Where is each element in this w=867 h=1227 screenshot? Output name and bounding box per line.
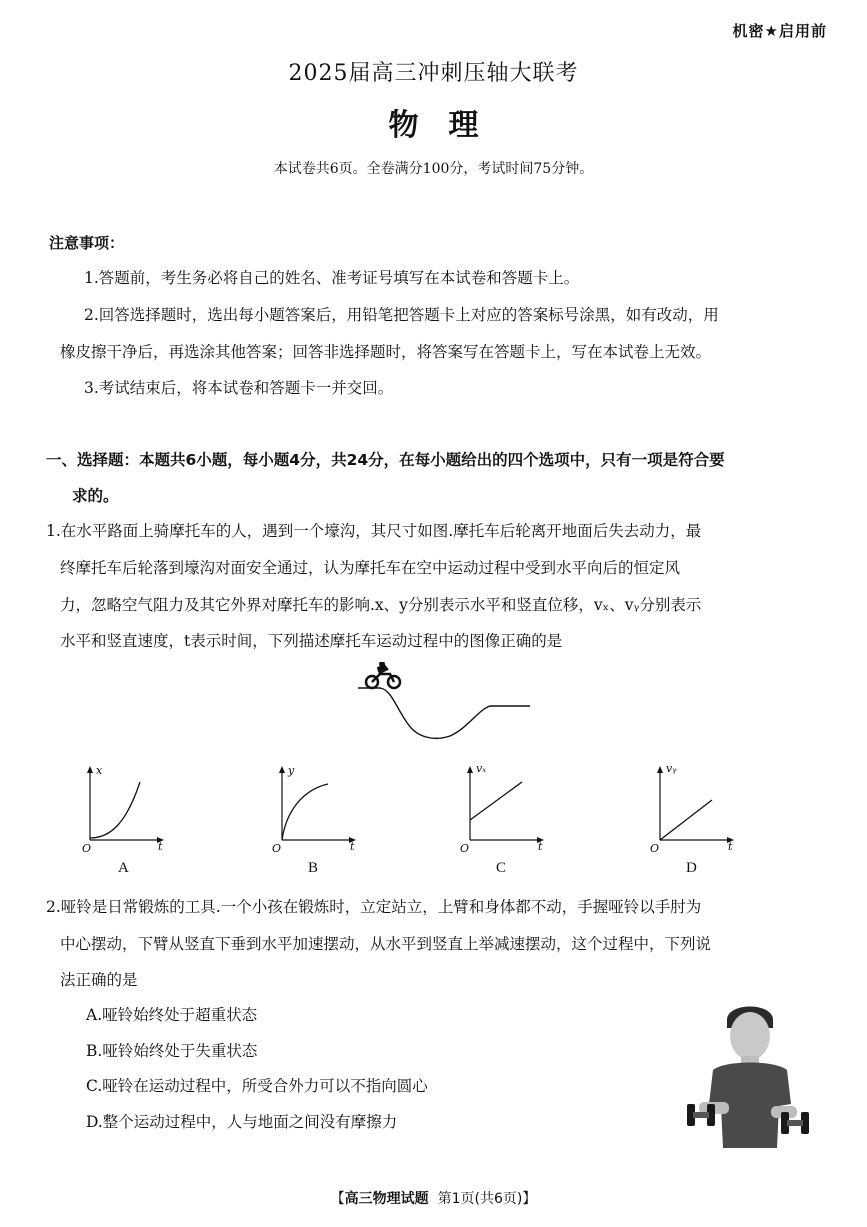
section-heading-cont: 求的。 xyxy=(72,487,119,505)
exam-info: 本试卷共6页。全卷满分100分，考试时间75分钟。 xyxy=(273,161,594,177)
graph-c: vₓ t O C xyxy=(460,762,543,876)
exam-title: 2025届高三冲刺压轴大联考 xyxy=(288,61,579,86)
graph-a-label: A xyxy=(118,860,129,876)
subject-title: 物理 xyxy=(388,108,509,143)
notice-item-2-cont: 橡皮擦干净后，再选涂其他答案；回答非选择题时，将答案写在答题卡上，写在本试卷上无效。 xyxy=(60,343,712,361)
q1-line-4: 水平和竖直速度，t表示时间，下列描述摩托车运动过程中的图像正确的是 xyxy=(60,632,563,650)
graph-a: x t O A xyxy=(82,764,163,876)
q1-line-2: 终摩托车后轮落到壕沟对面安全通过，认为摩托车在空中运动过程中受到水平向后的恒定风 xyxy=(60,559,681,577)
confidential-mark: 机密★启用前 xyxy=(732,22,827,40)
q2-option-d: D.整个运动过程中，人与地面之间没有摩擦力 xyxy=(86,1113,398,1131)
trench-illustration xyxy=(350,662,540,747)
graph-d-label: D xyxy=(686,860,697,876)
graph-c-label: C xyxy=(496,860,507,876)
q2-line-2: 中心摆动，下臂从竖直下垂到水平加速摆动，从水平到竖直上举减速摆动，这个过程中，下列说 xyxy=(60,935,712,953)
q2-option-a: A.哑铃始终处于超重状态 xyxy=(86,1006,258,1024)
section-heading: 一、选择题：本题共6小题，每小题4分，共24分，在每小题给出的四个选项中，只有一项是符合要 xyxy=(46,451,725,469)
graph-d: vᵧ t O D xyxy=(650,762,733,876)
notice-title: 注意事项： xyxy=(49,234,125,252)
q2-line-3: 法正确的是 xyxy=(60,971,138,989)
page-footer: 【高三物理试题 第1页(共6页)】 xyxy=(330,1191,537,1207)
graph-b: y t O B xyxy=(272,764,355,876)
footer-page: 第1页(共6页) xyxy=(437,1191,523,1207)
q1-line-1: 1.在水平路面上骑摩托车的人，遇到一个壕沟，其尺寸如图.摩托车后轮离开地面后失去动力，最 xyxy=(46,522,702,540)
motorcycle-icon xyxy=(366,662,400,688)
q2-option-b: B.哑铃始终处于失重状态 xyxy=(86,1042,258,1060)
q2-option-c: C.哑铃在运动过程中，所受合外力可以不指向圆心 xyxy=(86,1077,428,1095)
notice-item-2: 2.回答选择题时，选出每小题答案后，用铅笔把答题卡上对应的答案标号涂黑，如有改动，用 xyxy=(84,306,719,324)
notice-item-1: 1.答题前，考生务必将自己的姓名、准考证号填写在本试卷和答题卡上。 xyxy=(84,269,580,287)
footer-course: 高三物理试题 xyxy=(344,1191,429,1207)
graph-b-label: B xyxy=(308,860,319,876)
notice-item-3: 3.考试结束后，将本试卷和答题卡一并交回。 xyxy=(84,379,394,397)
boy-dumbbell-photo xyxy=(685,998,815,1148)
q2-line-1: 2.哑铃是日常锻炼的工具.一个小孩在锻炼时，立定站立，上臂和身体都不动，手握哑铃以手肘为 xyxy=(46,898,702,916)
q1-line-3: 力，忽略空气阻力及其它外界对摩托车的影响.x、y分别表示水平和竖直位移，vₓ、vᵧ分别表示 xyxy=(60,596,702,614)
